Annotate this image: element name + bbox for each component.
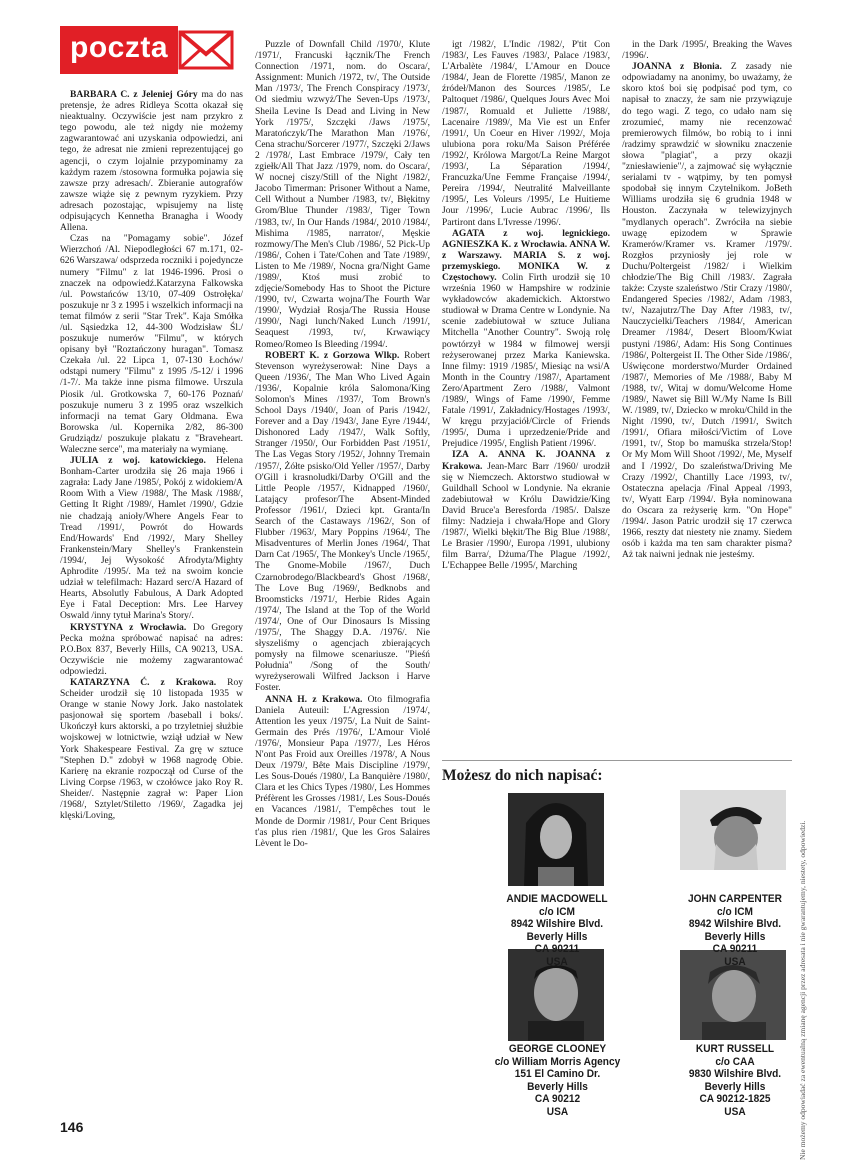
address-name: KURT RUSSELL — [695, 1043, 775, 1055]
address-line: USA — [546, 955, 568, 968]
paragraph — [60, 623, 243, 678]
address-line: c/o William Morris Agency — [494, 1055, 621, 1068]
paragraph-text: igt /1982/, L'Indic /1982/, P'tit Con /1983/, Les Fauves /1983/, Palace /1983/, L'Arbalète /1984/, L'Amour en Douce /1984/, Jean de Florette /1985/, Manon ze źródeł/Manon des Sources /1985/, Le Paltoquet /1986/, Quelques Jours Avec Moi /1987/, Romuald et Juliette /1988/, Lacenaire /1989/, Ma Vie est un Enfer /1991/, Un Coeur en Hiver /1992/, Moja ulubiona pora roku/Ma Saison Préférée /1992/, Królowa Margot/La Reine Margot /1993/, La Séparation /1994/, Francuzka/Une Femme Française /1994/, Pereira /1994/, Neutralité Malveillante /1995/, Les Voleurs /1995/, Le Huitieme Jour /1996/, Lucie Aubrac /1996/, Ils Partiront dans L'Ivresse /1996/. — [442, 40, 610, 228]
address-line: CA 90211 — [712, 943, 758, 956]
paragraph — [442, 40, 610, 229]
column-3 — [442, 40, 610, 573]
letter-author: BARBARA C. z Jeleniej Góry — [70, 90, 198, 100]
side-disclaimer: Nie możemy odpowiadać za ewentualną zmianę agencji przez adresata i nie gwarantujemy, niestety, odpowiedzi. — [798, 820, 807, 1160]
column-1 — [60, 90, 243, 822]
paragraph — [255, 695, 430, 850]
letter-author: AGATA z woj. legnickiego. AGNIESZKA K. z Wrocławia. ANNA W. z Warszawy. MARIA S. z woj. przemyskiego. MONIKA W. z Częstochowy. — [442, 228, 610, 283]
paragraph-text: Czas na "Pomagamy sobie". Józef Wierzchoń /Al. Niepodległości 67 m.171, 02-626 Warszawa/ odsprzeda roczniki i pojedyncze numery "Filmu" z lat 1946-1996. Prosi o znaczek na odpowiedź.Katarzyna Falkowska /ul. Powstańców 13/10, 07-409 Ostrołęka/ poszukuje nr 3 z 1995 i wszelkich informacji na temat filmów z serii "Star Trek". Kaja Smółka /ul. Sąsiedzka 12, 44-300 Wodzisław Śl./ poszukuje numerów "Filmu", w których opisany był "Roztańczony huragan". Tomasz Czekała /ul. 22 Lipca 1, 07-130 Łochów/ odstąpi numery "Filmu" z 1995 /5-12/ i 1996 /1-7/. Ma także inne pisma filmowe. Urszula Piosik /ul. Grotkowska 7, 60-176 Poznań/ poszukuje numeru 3 z 1995 oraz wszelkich informacji na temat Gary Oldmana. Ewa Borowska /ul. Kopernika 2/82, 86-300 Grudziądz/ poszukuje plakatu z "Braveheart. Waleczne serce", ma materiały na wymianę. — [60, 234, 243, 455]
paragraph-text: Puzzle of Downfall Child /1970/, Klute /1971/, Francuski łącznik/The French Connection /1971, nom. do Oscara/, Assignment: Munich /1972, tv/, The Outside Man /1973/, The French Conspiracy /1973/, Od siedmiu wzwyż/The Seven-Ups /1973/, Sheila Levine Is Dead and Living in New York /1975/, Szczęki /Jaws /1975/, Maratończyk/The Marathon Man /1976/, Cena strachu/Sorcerer /1977/, Szczęki 2/Jaws 2 /1978/, Last Embrace /1979/, Cały ten zgiełk/All That Jazz /1979, nom. do Oscara/, W nocnej ciszy/Still of the Night /1982/, Jacobo Timerman: Prisoner Without a Name, Cell Without a Number /1983, tv/, Błękitny Grom/Blue Thunder /1983/, Tiger Town /1983, tv/, In Our Hands /1984/, 2010 /1984/, Mishima /1985, narrator/, Męskie rozmowy/The Men's Club /1986/, 52 Pick-Up /1986/, Cohen i Tate/Cohen and Tate /1989/, Listen to Me /1989/, Nocna gra/Night Game /1989/, Ktoś musi zrobić to zdjęcie/Somebody Has to Shoot the Picture /1990, tv/, Czwarta wojna/The Fourth War /1990/, Wydział Rosja/The Russia House /1990/, Nagi lunch/Naked Lunch /1991/, Seaquest /1993, tv/, Krwawiący Romeo/Romeo Is Bleeding /1994/. — [255, 40, 430, 350]
letter-author: ROBERT K. z Gorzowa Wlkp. — [265, 350, 400, 361]
address-line: 8942 Wilshire Blvd. — [510, 918, 604, 931]
address-line: Beverly Hills — [526, 930, 588, 943]
address-line: Beverly Hills — [704, 930, 766, 943]
address-name: JOHN CARPENTER — [688, 893, 782, 905]
letter-author: JOANNA z Błonia. — [632, 62, 722, 73]
page-number: 146 — [60, 1119, 84, 1135]
paragraph — [60, 456, 243, 622]
address-line: Beverly Hills — [527, 1080, 588, 1093]
address-line: CA 90212-1825 — [699, 1093, 771, 1106]
paragraph — [442, 229, 610, 451]
paragraph-text: Roy Scheider urodził się 10 listopada 1935 w Orange w stanie Nowy Jork. Jako nastolatek pasjonował się sportem /baseball i boks/. Ukończył kurs aktorski, a po trzyletniej służbie wojskowej w lotnictwie, wziął udział w New York Shakespeare Festival. Za grę w sztuce "Stephen D." zdobył w 1968 nagrodę Obie. Karierę na ekranie rozpoczął od Curse of the Living Corpse /1963, w czołówce jako Roy R. Sheider/. Następnie zagrał w: Paper Lion /1968/, Sztylet/Stiletto /1969/, Zagadka jej klęski/Loving, — [60, 677, 244, 822]
photo-john-carpenter — [680, 790, 786, 870]
address-name: GEORGE CLOONEY — [508, 1043, 607, 1055]
letter-author: KRYSTYNA z Wrocławia. — [70, 622, 187, 633]
paragraph-text: Helena Bonham-Carter urodziła się 26 maja 1966 i zagrała: Lady Jane /1985/, Pokój z widokiem/A Room With a View /1988/, The Mask /1988/, Getting It Right /1989/, Hamlet /1990/, Gdzie nie chadzają anioły/Where Angels Fear to Tread /1991/, Powrót do Howards End/Howards' End /1992/, Mary Shelley Frankenstein/Mary Shelley's Frankenstein /1994/, Jej Wysokość Afrodyta/Mighty Aphrodite /1995/. Ma też na swoim koncie udział w telefilmach: Hazard serc/A Hazard of Hearts, Absolutly Fabulous, A Dark Adopted Eye i Fatal Deception: Mrs. Lee Harvey Oswald /inny tytuł Marina's Story/. — [60, 456, 243, 622]
paragraph-text: Jean-Marc Barr /1960/ urodził się w Niemczech. Aktorstwo studiował w Guildhall School w Londynie. Na ekranie zadebiutował w Królu Dawidzie/King David Bruce'a Beresforda /1985/. Dalsze filmy: Nadzieja i chwała/Hope and Glory /1987/, Wielki błękit/The Big Blue /1988/, Le Brasier /1990/, Europa /1991, ulubiony film Barra/, Dżuma/The Plague /1992/, L'Echappee Belle /1995/, Marching — [442, 461, 610, 572]
address-line: c/o CAA — [715, 1055, 755, 1068]
paragraph — [60, 678, 243, 822]
address-line: 151 El Camino Dr. — [514, 1068, 601, 1081]
paragraph-text: ma do nas pretensje, że adres Ridleya Scotta okazał się nieaktualny. Oczywiście jest nam przykro z tego powodu, ale też nigdy nie możemy zagwarantować ani uzyskania odpowiedzi, ani tego, że adresat nie zmieni reprezentującej go agencji, o czym lojalnie przypominamy za każdym razem /stosowna formułka pojawia się zawsze przy adresach/. Zbieranie autografów zawsze wiąże się z pewnym ryzykiem. Przy adresach pozostając, wpisujemy na listę odpisujących Kennetha Branagha i Woody Allena. — [60, 90, 243, 234]
address-line: c/o ICM — [717, 905, 753, 918]
paragraph-text: in the Dark /1995/, Breaking the Waves /1996/. — [622, 40, 792, 62]
paragraph — [255, 351, 430, 695]
column-2 — [255, 40, 430, 850]
section-title: poczta — [60, 26, 178, 74]
paragraph — [60, 234, 243, 456]
address-line: USA — [546, 1105, 569, 1118]
address-line: Beverly Hills — [704, 1080, 766, 1093]
envelope-icon — [178, 28, 234, 72]
address-line: USA — [724, 1105, 746, 1118]
paragraph — [442, 450, 610, 572]
photo-andie-macdowell — [508, 793, 604, 886]
address-box-divider — [442, 760, 792, 761]
letter-author: KATARZYNA Ć. z Krakowa. — [70, 677, 217, 688]
address-name: ANDIE MACDOWELL — [506, 893, 608, 905]
paragraph — [622, 40, 792, 62]
paragraph-text: Colin Firth urodził się 10 września 1960 w Hampshire w rodzinie wykładowców akademickich. Aktorstwo studiował w Drama Centre w Londynie. Na scenie zadebiutował w sztuce Juliana Mitchella "Another Country". Swoją rolę powtórzył w 1984 w filmowej wersji reżyserowanej przez Marka Kaniewska. Inne filmy: 1919 /1985/, Miesiąc na wsi/A Month in the Country /1987/, Apartament Zero/Apartment Zero /1988/, Valmont /1989/, Wings of Fame /1990/, Femme Fatale /1991/, Zakładnicy/Hostages /1993/, W kręgu przyjaciół/Circle of Friends /1995/, Duma i uprzedzenie/Pride and Prejudice /1995/, English Patient /1996/. — [442, 272, 610, 450]
paragraph — [622, 62, 792, 561]
address-george-clooney — [463, 1043, 652, 1119]
paragraph-text: Oto filmografia Daniela Auteuil: L'Agression /1974/, Attention les yeux /1975/, La Nuit de Saint-Germain des Prés /1976/, L'Amour Violé /1976/, Monsieur Papa /1977/, Les Héros N'ont Pas Froid aux Oreilles /1978/, A Nous Deux /1979/, Bête Mais Discipline /1979/, Les Sous-Doués /1980/, La Banquière /1980/, Clara et les Chics Types /1980/, Les Hommes Préfèrent les Grosses /1981/, Les Sous-Doués en Vacances /1981/, T'empêches tout le Monde de Dormir /1981/, Pour Cent Briques t'as plus rien /1981/, Que les Gros Salaires Lèvent le Do- — [255, 694, 431, 849]
column-4 — [622, 40, 792, 561]
address-john-carpenter — [648, 893, 823, 969]
paragraph — [60, 90, 243, 234]
address-andie-macdowell — [470, 893, 645, 969]
letter-author: IZA A. ANNA K. JOANNA z Krakowa. — [442, 450, 610, 472]
letter-author: ANNA H. z Krakowa. — [265, 694, 363, 705]
paragraph — [255, 40, 430, 351]
address-line: USA — [724, 955, 746, 968]
address-line: CA 90212 — [534, 1093, 581, 1106]
paragraph-text: Z zasady nie odpowiadamy na anonimy, bo uważamy, że skoro ktoś boi się podpisać pod tym, co napisał to znaczy, że sam nie przywiązuje do tego wagi. Z tego, co udało nam się zrozumieć, mamy nie recenzować premierowych filmów, bo robią to i inni /radzimy sprawdzić w słowniku znaczenie słowa "plagiat", a przy okazji "zniesławienie"/, a zajmować się wyłącznie serialami tv - wątpimy, by ten pomysł spodobał się innym Czytelnikom. JoBeth Williams urodziła się 6 grudnia 1948 w Houston. Zaczynała w telewizyjnych "mydlanych operach". Zwróciła na siebie uwagę epizodem w Sprawie Kramerów/Kramer vs. Kramer /1979/. Rozgłos przyniosły jej role w Duchu/Poltergeist /1982/ i Wielkim chłodzie/The Big Chill /1983/. Zagrała także: Czyste szaleństwo /Stir Crazy /1980/, Endangered Species /1982/, Adam /1983, tv/, Nazajutrz/The Day After /1983, tv/, Nauczycielki/Teachers /1984/, American Dreamer /1984/, Desert Bloom/Kwiat pustyni /1986/, Adam: His Song Continues /1986/, Poltergeist II. The Other Side /1986/, Uświęcone morderstwo/Murder Ordained /1987/, Memories of Me /1988/, Baby M /1988, tv/, Witaj w domu/Welcome Home /1989/, Nawet się Bill W./My Name Is Bill W. /1989, tv/, Dziecko w mroku/Child in the Night /1990, tv/, Dutch /1991/, Switch /1991/, Ofiara miłości/Victim of Love /1991, tv/, Stop bo mamuśka strzela/Stop! Or My Mom Will Shoot /1992/, Me, Myself and I /1992/, Do szaleństwa/Driving Me Crazy /1992/, Chantilly Lace /1993, tv/, Ostateczna apelacja /Final Appeal /1993, tv/, Wyatt Earp /1994/. Była nominowana do Oscara za reżyserię krm. "On Hope" /1994/. Jason Patric urodził się 17 czerwca 1966, reszty dat niestety nie znamy. Siedem osób i każda ma ten sam charakter pisma? Aż tak naiwni jednak nie jesteśmy. — [622, 62, 792, 561]
address-kurt-russell — [648, 1043, 823, 1119]
address-line: 9830 Wilshire Blvd. — [688, 1068, 782, 1081]
letter-author: JULIA z woj. katowickiego. — [70, 456, 206, 467]
section-header — [60, 26, 240, 74]
paragraph-text: Robert Stevenson wyreżyserował: Nine Days a Queen /1936/, The Man Who Lived Again /1936/, Kopalnie króla Salomona/King Solomon's Mines /1937/, Tom Brown's School Days /1940/, Joan of Paris /1942/, Forever and a Day /1943/, Jane Eyre /1944/, Dishonored Lady /1947/, Walk Softly, Stranger /1950/, Our Forbidden Past /1951/, The Las Vegas Story /1952/, Johnny Tremain /1957/, Żółte psisko/Old Yeller /1957/, Darby O'Gill i krasnoludki/Darby O'Gill and the Little People /1957/, Kidnapped /1960/, Latający profesor/The Absent-Minded Professor /1961/, Dzieci kpt. Granta/In Search of the Castaways /1962/, Son of Flubber /1963/, Mary Poppins /1964/, The Misadventures of Merlin Jones /1964/, That Darn Cat /1965/, The Monkey's Uncle /1965/, The Gnome-Mobile /1967/, Duch Czarnobrodego/Blackbeard's Ghost /1968/, The Love Bug /1969/, Bedknobs and Broomsticks /1971/, Herbie Rides Again /1974/, The Island at the Top of the World /1974/, One of Our Dinosaurs Is Missing /1975/, The Shaggy D.A. /1976/. Nie słyszeliśmy o agencjach zbierających pomysły na filmowe scenariusze. "Pieśń Południa" /Song of the South/ wyreżyserowali Wilfred Jackson i Harve Foster. — [255, 350, 430, 694]
address-line: 8942 Wilshire Blvd. — [688, 918, 782, 931]
address-line: CA 90211 — [534, 943, 580, 956]
paragraph-text: Do Gregory Pecka można spróbować napisać na adres: P.O.Box 837, Beverly Hills, CA 90213, USA. Oczywiście nie możemy zagwarantować odpowiedzi. — [60, 622, 243, 677]
address-line: c/o ICM — [539, 905, 575, 918]
address-box-title: Możesz do nich napisać: — [442, 767, 603, 784]
